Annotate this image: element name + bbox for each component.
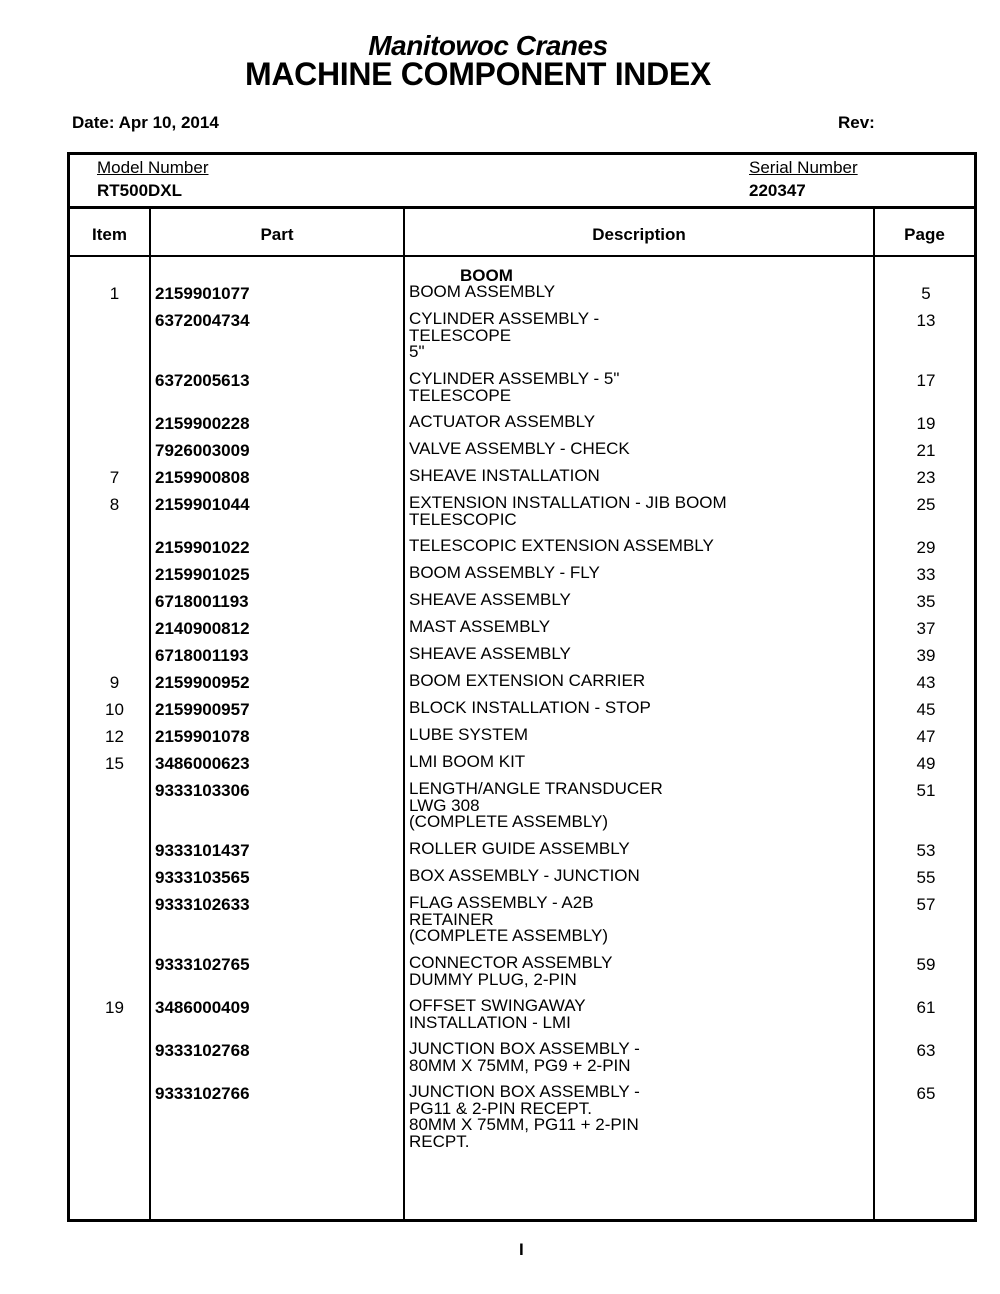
- part-description: [409, 371, 869, 404]
- table-body: [70, 267, 974, 1160]
- part-number: 2159901022: [155, 538, 250, 557]
- page-reference: 13: [916, 311, 936, 330]
- table-row: [70, 727, 974, 754]
- page-reference: 59: [916, 955, 936, 974]
- part-number: 3486000623: [155, 754, 250, 773]
- part-number: 9333103306: [155, 781, 250, 800]
- table-row: [70, 371, 974, 414]
- document-title: MACHINE COMPONENT INDEX: [244, 56, 711, 92]
- item-number: 1: [109, 284, 120, 303]
- table-row: [70, 700, 974, 727]
- page-reference: 21: [916, 441, 936, 460]
- description-line: (COMPLETE ASSEMBLY): [409, 812, 609, 831]
- description-line: TELESCOPIC EXTENSION ASSEMBLY: [409, 536, 714, 555]
- page-reference: 57: [916, 895, 936, 914]
- part-description: [409, 592, 869, 609]
- brand-title: Manitowoc Cranes: [368, 30, 608, 61]
- description-line: BLOCK INSTALLATION - STOP: [409, 698, 651, 717]
- page-reference: 45: [916, 700, 936, 719]
- table-row: [70, 955, 974, 998]
- page-reference: 63: [916, 1041, 936, 1060]
- part-number: 6372004734: [155, 311, 250, 330]
- part-description: [409, 1041, 869, 1074]
- part-number: 9333101437: [155, 841, 250, 860]
- table-row: [70, 1041, 974, 1084]
- table-row: [70, 565, 974, 592]
- divider: [70, 206, 974, 209]
- part-description: [409, 998, 869, 1031]
- part-number: 2159901025: [155, 565, 250, 584]
- part-description: [409, 868, 869, 885]
- table-row: [70, 495, 974, 538]
- page-reference: 39: [916, 646, 936, 665]
- description-line: RETAINER: [409, 909, 494, 929]
- table-row: [70, 646, 974, 673]
- table-row: [70, 414, 974, 441]
- description-line: LMI BOOM KIT: [409, 752, 526, 771]
- description-line: 80MM X 75MM, PG11 + 2-PIN: [409, 1115, 639, 1134]
- page-reference: 35: [916, 592, 936, 611]
- page-reference: 37: [916, 619, 936, 638]
- part-description: [409, 895, 869, 945]
- part-number: 2159900228: [155, 414, 250, 433]
- document-date: Date: Apr 10, 2014: [72, 113, 219, 132]
- description-line: (COMPLETE ASSEMBLY): [409, 926, 609, 945]
- table-row: [70, 998, 974, 1041]
- page-reference: 61: [916, 998, 936, 1017]
- description-line: JUNCTION BOX ASSEMBLY -: [409, 1039, 640, 1058]
- part-description: [409, 700, 869, 717]
- description-line: TELESCOPE: [409, 325, 512, 345]
- item-number: 19: [105, 998, 124, 1017]
- column-header-page: Page: [904, 225, 945, 244]
- part-number: 9333103565: [155, 868, 250, 887]
- item-number: 10: [105, 700, 124, 719]
- revision-label: Rev:: [838, 113, 875, 132]
- description-line: BOOM ASSEMBLY: [409, 282, 556, 301]
- page-reference: 33: [916, 565, 936, 584]
- page-reference: 51: [916, 781, 936, 800]
- page-reference: 5: [921, 284, 931, 303]
- part-number: 9333102633: [155, 895, 250, 914]
- page-reference: 17: [916, 371, 936, 390]
- description-line: BOOM ASSEMBLY - FLY: [409, 563, 600, 582]
- page-reference: 55: [916, 868, 936, 887]
- item-number: 7: [109, 468, 120, 487]
- part-description: [409, 781, 869, 831]
- part-description: [409, 754, 869, 771]
- description-line: LUBE SYSTEM: [409, 725, 529, 744]
- table-row: [70, 284, 974, 311]
- table-row: [70, 1084, 974, 1160]
- page-reference: 25: [916, 495, 936, 514]
- description-line: 5": [409, 342, 425, 361]
- description-line: DUMMY PLUG, 2-PIN: [409, 969, 577, 989]
- page-reference: 53: [916, 841, 936, 860]
- component-index-table: [67, 152, 977, 1222]
- part-description: [409, 538, 869, 555]
- part-number: 2159900952: [155, 673, 250, 692]
- table-row: [70, 538, 974, 565]
- description-line: EXTENSION INSTALLATION - JIB BOOM: [409, 493, 727, 512]
- part-description: [409, 495, 869, 528]
- table-row: [70, 868, 974, 895]
- column-header-description: Description: [592, 225, 686, 244]
- part-description: [409, 414, 869, 431]
- section-title: BOOM: [460, 266, 513, 285]
- part-number: 9333102765: [155, 955, 250, 974]
- page-reference: 43: [916, 673, 936, 692]
- description-line: TELESCOPIC: [409, 509, 517, 529]
- model-number-value: RT500DXL: [97, 181, 183, 200]
- description-line: CYLINDER ASSEMBLY -: [409, 309, 600, 328]
- description-line: RECPT.: [409, 1131, 470, 1151]
- description-line: FLAG ASSEMBLY - A2B: [409, 893, 594, 912]
- description-line: BOX ASSEMBLY - JUNCTION: [409, 866, 640, 885]
- divider: [70, 255, 974, 257]
- part-number: 2159900957: [155, 700, 250, 719]
- table-row: [70, 841, 974, 868]
- serial-number-label: Serial Number: [749, 158, 858, 177]
- description-line: 80MM X 75MM, PG9 + 2-PIN: [409, 1055, 631, 1075]
- part-number: 2159901044: [155, 495, 250, 514]
- part-description: [409, 441, 869, 458]
- description-line: OFFSET SWINGAWAY: [409, 996, 586, 1015]
- page-reference: 29: [916, 538, 936, 557]
- table-row: [70, 311, 974, 371]
- part-description: [409, 311, 869, 361]
- description-line: SHEAVE ASSEMBLY: [409, 644, 571, 663]
- item-number: 12: [105, 727, 124, 746]
- part-number: 3486000409: [155, 998, 250, 1017]
- part-description: [409, 619, 869, 636]
- part-number: 2159901078: [155, 727, 250, 746]
- description-line: INSTALLATION - LMI: [409, 1012, 571, 1032]
- part-number: 6718001193: [155, 646, 249, 665]
- item-number: 8: [109, 495, 120, 514]
- part-description: [409, 565, 869, 582]
- part-description: [409, 468, 869, 485]
- part-description: [409, 284, 869, 301]
- page-reference: 49: [916, 754, 936, 773]
- part-description: [409, 1084, 869, 1150]
- description-line: ROLLER GUIDE ASSEMBLY: [409, 839, 630, 858]
- part-number: 2159900808: [155, 468, 250, 487]
- page-reference: 65: [916, 1084, 936, 1103]
- description-line: VALVE ASSEMBLY - CHECK: [409, 439, 630, 458]
- table-row: [70, 592, 974, 619]
- column-header-item: Item: [92, 225, 127, 244]
- page-number: I: [519, 1240, 524, 1259]
- part-description: [409, 727, 869, 744]
- description-line: MAST ASSEMBLY: [409, 617, 551, 636]
- part-number: 6718001193: [155, 592, 249, 611]
- description-line: CYLINDER ASSEMBLY - 5": [409, 369, 620, 388]
- column-header-part: Part: [260, 225, 294, 244]
- table-row: [70, 619, 974, 646]
- table-row: [70, 754, 974, 781]
- part-number: 9333102768: [155, 1041, 250, 1060]
- description-line: CONNECTOR ASSEMBLY: [409, 953, 613, 972]
- description-line: SHEAVE ASSEMBLY: [409, 590, 571, 609]
- part-description: [409, 646, 869, 663]
- description-line: LENGTH/ANGLE TRANSDUCER: [409, 779, 663, 798]
- model-number-label: Model Number: [97, 158, 209, 177]
- item-number: 9: [109, 673, 120, 692]
- description-line: ACTUATOR ASSEMBLY: [409, 412, 596, 431]
- table-row: [70, 468, 974, 495]
- table-row: [70, 673, 974, 700]
- part-number: 9333102766: [155, 1084, 250, 1103]
- table-row: [70, 441, 974, 468]
- page-reference: 47: [916, 727, 936, 746]
- item-number: 15: [105, 754, 124, 773]
- table-row: [70, 895, 974, 955]
- description-line: LWG 308: [409, 795, 480, 815]
- page-reference: 19: [916, 414, 936, 433]
- description-line: PG11 & 2-PIN RECEPT.: [409, 1098, 592, 1118]
- part-number: 6372005613: [155, 371, 250, 390]
- part-description: [409, 673, 869, 690]
- description-line: TELESCOPE: [409, 385, 512, 405]
- part-description: [409, 955, 869, 988]
- part-number: 2159901077: [155, 284, 250, 303]
- page-reference: 23: [916, 468, 936, 487]
- serial-number-value: 220347: [749, 181, 806, 200]
- description-line: BOOM EXTENSION CARRIER: [409, 671, 646, 690]
- part-description: [409, 841, 869, 858]
- description-line: JUNCTION BOX ASSEMBLY -: [409, 1082, 640, 1101]
- part-number: 2140900812: [155, 619, 250, 638]
- part-number: 7926003009: [155, 441, 250, 460]
- table-row: [70, 781, 974, 841]
- description-line: SHEAVE INSTALLATION: [409, 466, 600, 485]
